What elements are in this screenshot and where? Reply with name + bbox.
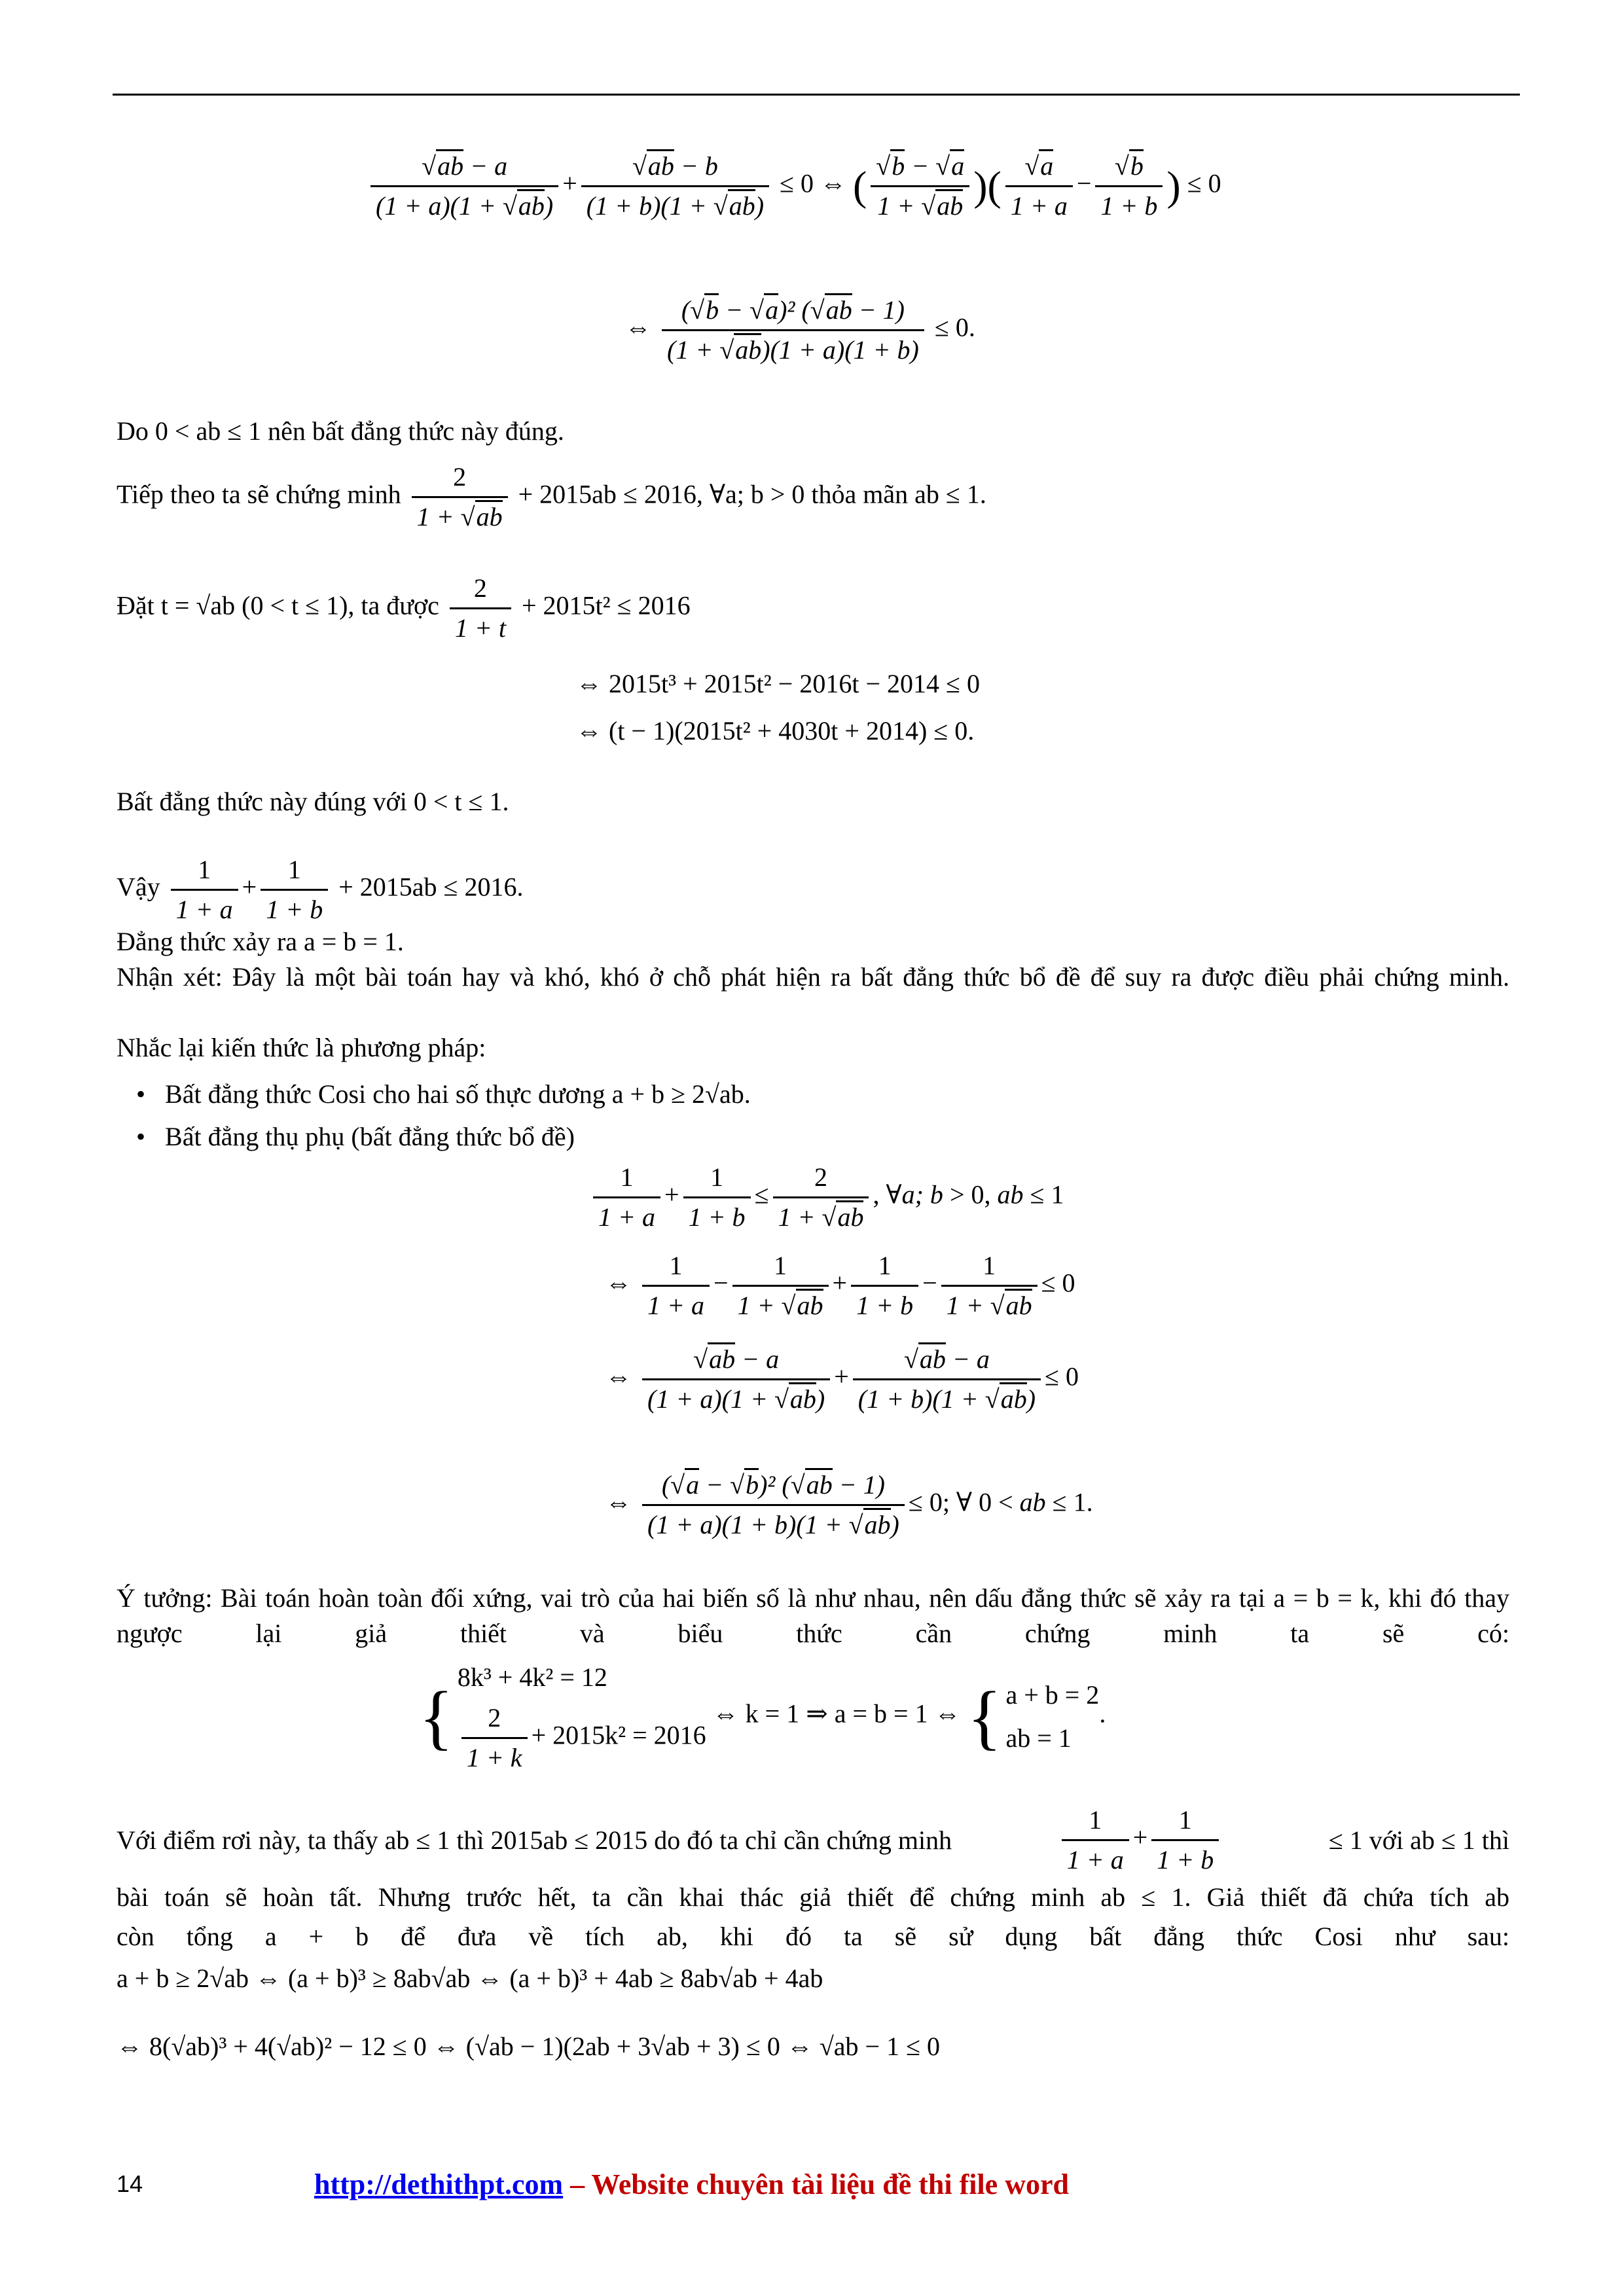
lemma-line-4: ⇔ $\frac{\text{(√a − √b)² (√ab − 1)}}{(1 + a)(1 + b)(1 + √ab)}$ ≤ 0; ∀ 0 < ab ≤ 1. — [605, 1466, 1093, 1544]
header-rule — [113, 94, 1520, 96]
text-contong: còn tổng a + b để đưa về tích ab, khi đó ta sẽ sử dụng bất đẳng thức Cosi như sau: — [117, 1922, 1509, 1951]
system-equations: { 8k³ + 4k² = 12 $\frac{2}{1 + k}$ + 2015k² = 2016 ⇔ k = 1 ⇒ a = b = 1 ⇔ { a + b = 2 ab = 1 . — [419, 1656, 1106, 1777]
tiep-suffix: + 2015ab ≤ 2016, ∀a; b > 0 thỏa mãn ab ≤ 1. — [518, 479, 986, 509]
text-nhanxet: Nhận xét: Đây là một bài toán hay và khó, khó ở chỗ phát hiện ra bất đẳng thức bổ đề để suy ra được điều phải chứng minh. — [117, 962, 1509, 992]
lemma-line-3: ⇔ $\frac{√ab - a}{(1 + a)(1 + √ab)}$ + $\frac{√ab - a}{(1 + b)(1 + √ab)}$ ≤ 0 — [605, 1340, 1079, 1418]
bullet-2: • Bất đẳng thụ phụ (bất đẳng thức bổ đề) — [136, 1122, 575, 1151]
footer-link[interactable]: http://dethithpt.com — [314, 2168, 564, 2200]
footer-tagline: – Website chuyên tài liệu đề thi file word — [563, 2168, 1069, 2200]
bullet-1: • Bất đẳng thức Cosi cho hai số thực dương a + b ≥ 2√ab. — [136, 1079, 751, 1109]
footer — [314, 2168, 1069, 2201]
bullet-2-text: Bất đẳng thụ phụ (bất đẳng thức bổ đề) — [165, 1122, 575, 1151]
sys-right-2: ab = 1 — [1005, 1723, 1072, 1753]
bullet-1-text: Bất đẳng thức Cosi cho hai số thực dương a + b ≥ 2√ab. — [165, 1079, 751, 1109]
text-nhaclai: Nhắc lại kiến thức là phương pháp: — [117, 1033, 486, 1062]
equation-poly: ⇔ 2015t³ + 2015t² − 2016t − 2014 ≤ 0 — [576, 669, 980, 698]
equation-cosi: a + b ≥ 2√ab ⇔ (a + b)³ ≥ 8ab√ab ⇔ (a + b)³ + 4ab ≥ 8ab√ab + 4ab — [117, 1964, 823, 1993]
vay-prefix: Vậy — [117, 872, 160, 902]
text-ytuong: Ý tưởng: Bài toán hoàn toàn đối xứng, vai trò của hai biến số là như nhau, nên dấu đẳng thức sẽ xảy ra tại a = b = k, khi đó thay ngược lại giả thiết và biểu thức cần chứng minh ta sẽ có: — [117, 1583, 1509, 1648]
voidiem-prefix: Với điểm rơi này, ta thấy ab ≤ 1 thì 2015ab ≤ 2015 do đó ta chỉ cần chứng minh — [117, 1825, 952, 1855]
sys-mid: ⇔ k = 1 ⇒ a = b = 1 ⇔ — [712, 1698, 961, 1729]
dat-prefix: Đặt t = √ab (0 < t ≤ 1), ta được — [117, 590, 439, 620]
line-voidiem: Với điểm rơi này, ta thấy ab ≤ 1 thì 2015ab ≤ 2015 do đó ta chỉ cần chứng minh $\frac{1}{1 + a}$ + $\frac{1}{1 + b}$ ≤ 1 với ab ≤ 1 thì — [117, 1801, 1509, 1879]
tiep-prefix: Tiếp theo ta sẽ chứng minh — [117, 479, 401, 509]
sys-line-1: 8k³ + 4k² = 12 — [457, 1662, 607, 1692]
line-vay: Vậy $\frac{1}{1 + a}$ + $\frac{1}{1 + b}$ + 2015ab ≤ 2016. — [117, 851, 523, 929]
equation-1: $\frac{√ab - a}{(1 + a)(1 + √ab)}$ + $\frac{√ab - b}{(1 + b)(1 + √ab)}$ ≤ 0 ⇔ ( $\frac{√b - √a}{1 + √ab}$ )( $\frac{√a}{1 + a}$ − $\frac{√b}{1 + b}$ ) ≤ 0 — [367, 147, 1221, 225]
equation-2: ⇔ $\frac{\text{(√b − √a)² (√ab − 1)}}{(1 + √ab)(1 + a)(1 + b)}$ ≤ 0. — [625, 291, 975, 369]
lemma-line-2: ⇔ $\frac{1}{1 + a}$ − $\frac{1}{1 + √ab}$ + $\frac{1}{1 + b}$ − $\frac{1}{1 + √ab}$ ≤ 0 — [605, 1247, 1075, 1325]
page-number: 14 — [117, 2170, 143, 2197]
equation-factor: ⇔ (t − 1)(2015t² + 4030t + 2014) ≤ 0. — [576, 716, 975, 745]
sys-line-2: + 2015k² = 2016 — [531, 1720, 706, 1750]
dat-suffix: + 2015t² ≤ 2016 — [521, 590, 691, 620]
text-batdang: Bất đẳng thức này đúng với 0 < t ≤ 1. — [117, 787, 509, 816]
vay-suffix: + 2015ab ≤ 2016. — [338, 872, 524, 902]
text-dangthuc: Đẳng thức xảy ra a = b = 1. — [117, 927, 404, 956]
line-dat: Đặt t = √ab (0 < t ≤ 1), ta được $\frac{2}{1 + t}$ + 2015t² ≤ 2016 — [117, 569, 691, 647]
line-tiep-theo: Tiếp theo ta sẽ chứng minh $\frac{2}{1 + √ab}$ + 2015ab ≤ 2016, ∀a; b > 0 thỏa mãn ab ≤ 1. — [117, 458, 986, 536]
lemma-line-1: $\frac{1}{1 + a}$ + $\frac{1}{1 + b}$ ≤ $\frac{2}{1 + √ab}$ , ∀a; b > 0, ab ≤ 1 — [589, 1158, 1064, 1236]
equation-final: ⇔ 8(√ab)³ + 4(√ab)² − 12 ≤ 0 ⇔ (√ab − 1)(2ab + 3√ab + 3) ≤ 0 ⇔ √ab − 1 ≤ 0 — [117, 2032, 941, 2061]
voidiem-suffix: ≤ 1 với ab ≤ 1 thì — [1328, 1825, 1509, 1855]
text-do: Do 0 < ab ≤ 1 nên bất đẳng thức này đúng. — [117, 416, 564, 446]
text-baitoan: bài toán sẽ hoàn tất. Nhưng trước hết, ta cần khai thác giả thiết để chứng minh ab ≤ 1. Giả thiết đã chứa tích ab — [117, 1882, 1509, 1912]
sys-right-1: a + b = 2 — [1005, 1679, 1100, 1710]
